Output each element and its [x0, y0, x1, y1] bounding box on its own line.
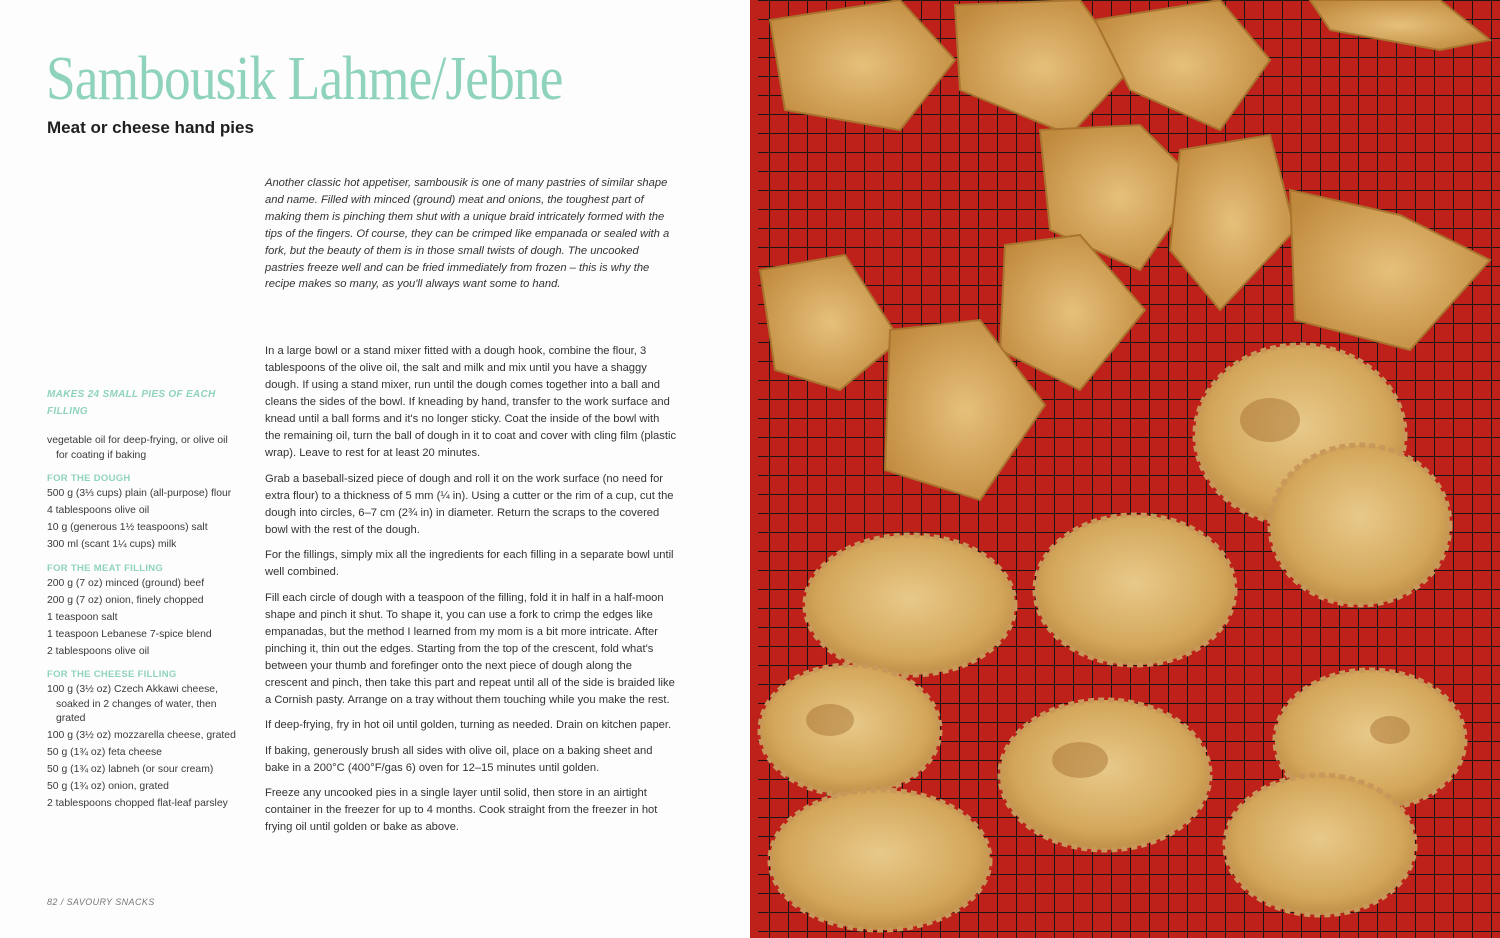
method-step: For the fillings, simply mix all the ingredients for each filling in a separate bowl until well combined.	[265, 549, 674, 578]
ingredient-item: 100 g (3½ oz) mozzarella cheese, grated	[47, 730, 236, 741]
ingredient-item: 50 g (1¾ oz) feta cheese	[47, 747, 162, 758]
ingredient-item: 50 g (1¾ oz) labneh (or sour cream)	[47, 764, 214, 775]
footer-separator: /	[60, 897, 64, 907]
ingredient-item: 300 ml (scant 1¼ cups) milk	[47, 539, 177, 550]
recipe-yield: MAKES 24 SMALL PIES OF EACH FILLING	[47, 389, 216, 417]
method-step: Grab a baseball-sized piece of dough and roll it on the work surface (no need for extra flour) to a thickness of 5 mm (¼ in). Using a cutter or the rim of a cup, cut the dough into circles, 6–7 cm (2¾ in) in diameter. Return the scraps to the covered bowl with the rest of the dough.	[265, 472, 674, 536]
ingredient-item: 1 teaspoon Lebanese 7-spice blend	[47, 628, 212, 640]
ingredient-item: 2 tablespoons chopped flat-leaf parsley	[47, 798, 228, 809]
ingredient-item: 200 g (7 oz) onion, finely chopped	[47, 594, 204, 606]
method-step: If baking, generously brush all sides with olive oil, place on a baking sheet and bake in a 200°C (400°F/gas 6) oven for 12–15 minutes until golden.	[265, 744, 653, 774]
ingredient-item: 4 tablespoons olive oil	[47, 505, 150, 516]
method-step: Fill each circle of dough with a teaspoon of the filling, fold it in half in a half-moon shape and pinch it shut. To shape it, you can use a fork to crimp the edges like empanadas, but the method I learned from my mom is a bit more intricate. After pinching it, thin out the edges. Starting from the top of the crescent, fold what's between your thumb and forefinger onto the next piece of dough along the crescent and pinch, then take this part and repeat until all of the side is braided like a Cornish pasty. Arrange on a tray without them touching while you make the rest.	[265, 591, 675, 706]
ingredients-panel	[47, 386, 237, 814]
ingredient-item: 100 g (3½ oz) Czech Akkawi cheese, soaked in 2 changes of water, then grated	[47, 684, 218, 724]
ingredient-item: 10 g (generous 1½ teaspoons) salt	[47, 522, 208, 533]
section-name: SAVOURY SNACKS	[66, 897, 155, 907]
section-heading-cheese: FOR THE CHEESE FILLING	[47, 669, 177, 680]
food-photo	[750, 0, 1500, 938]
ingredient-item: 200 g (7 oz) minced (ground) beef	[47, 577, 205, 589]
ingredient-item: 2 tablespoons olive oil	[47, 645, 150, 657]
method-step: If deep-frying, fry in hot oil until golden, turning as needed. Drain on kitchen paper.	[265, 719, 672, 731]
section-heading-dough: FOR THE DOUGH	[47, 473, 131, 484]
recipe-title: Sambousik Lahme/Jebne	[46, 45, 563, 113]
method-steps	[265, 343, 677, 845]
method-step: In a large bowl or a stand mixer fitted with a dough hook, combine the flour, 3 tablespoons of the olive oil, the salt and milk and mix until you have a shaggy dough. If using a stand mixer, run until the dough comes together into a ball and cleans the sides of the bowl. If kneading by hand, transfer to the work surface and knead until a ball forms and it's no longer sticky. Coat the inside of the bowl with the remaining oil, turn the ball of dough in it to coat and cover with cling film (plastic wrap). Leave to rest for at least 20 minutes.	[265, 345, 677, 459]
base-ingredients	[47, 434, 237, 463]
page-footer	[47, 897, 155, 907]
cheese-ingredients	[47, 683, 237, 812]
meat-ingredients	[47, 577, 237, 660]
pastries-on-rack-illustration	[750, 0, 1500, 938]
recipe-intro: Another classic hot appetiser, sambousik is one of many pastries of similar shape and name. Filled with minced (ground) meat and onions, the toughest part of making them is pinching them shut with a unique braid intricately formed with the tips of the fingers. Of course, they can be crimped like empanada or sealed with a fork, but the beauty of them is in those small twists of dough. The uncooked pastries freeze well and can be fried immediately from frozen – this is why the recipe makes so many, as you'll always want some to hand.	[265, 177, 670, 291]
dough-ingredients	[47, 487, 237, 553]
method-step: Freeze any uncooked pies in a single layer until solid, then store in an airtight container in the freezer for up to 4 months. Cook straight from the freezer in hot frying oil until golden or bake as above.	[265, 787, 658, 833]
ingredient-item: 500 g (3⅓ cups) plain (all-purpose) flour	[47, 488, 232, 499]
page-number: 82	[47, 897, 58, 907]
section-heading-meat: FOR THE MEAT FILLING	[47, 562, 164, 574]
recipe-subtitle: Meat or cheese hand pies	[47, 118, 254, 137]
ingredient-item: 1 teaspoon salt	[47, 611, 118, 623]
ingredient-item: vegetable oil for deep-frying, or olive oil for coating if baking	[47, 435, 228, 461]
ingredient-item: 50 g (1¾ oz) onion, grated	[47, 781, 169, 792]
